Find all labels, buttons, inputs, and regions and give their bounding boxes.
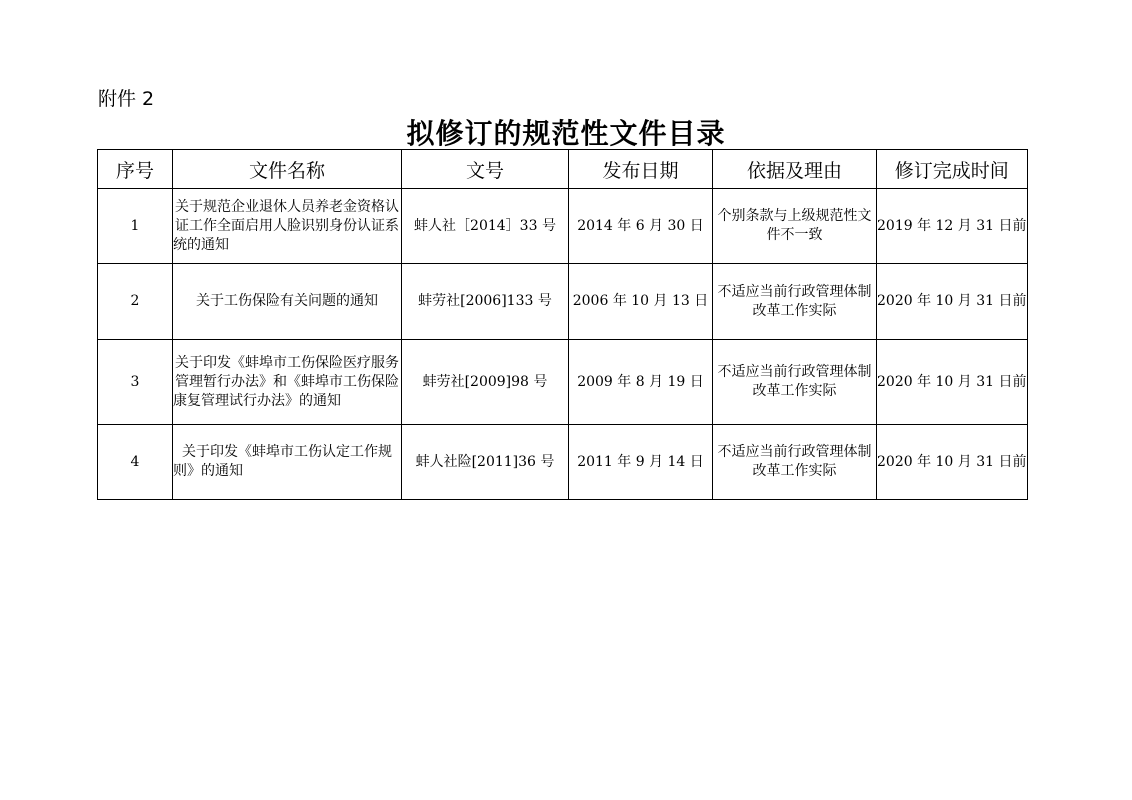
- cell-name: 关于印发《蚌埠市工伤保险医疗服务管理暂行办法》和《蚌埠市工伤保险康复管理试行办法》的通知: [173, 340, 402, 425]
- cell-reason: 个别条款与上级规范性文件不一致: [713, 189, 877, 264]
- cell-reason: 不适应当前行政管理体制改革工作实际: [713, 264, 877, 340]
- table-row: [98, 425, 1028, 500]
- cell-deadline: 2019 年 12 月 31 日前: [877, 189, 1028, 264]
- cell-reason: 不适应当前行政管理体制改革工作实际: [713, 340, 877, 425]
- cell-seq: 1: [98, 189, 173, 264]
- header-seq: 序号: [98, 150, 173, 189]
- cell-date: 2006 年 10 月 13 日: [569, 264, 713, 340]
- attachment-label: 附件 2: [98, 88, 155, 110]
- cell-date: 2009 年 8 月 19 日: [569, 340, 713, 425]
- cell-doc-number: 蚌劳社[2006]133 号: [402, 264, 569, 340]
- header-name: 文件名称: [173, 150, 402, 189]
- cell-seq: 2: [98, 264, 173, 340]
- table-row: [98, 264, 1028, 340]
- document-title: 拟修订的规范性文件目录: [406, 117, 726, 150]
- cell-date: 2011 年 9 月 14 日: [569, 425, 713, 500]
- header-reason: 依据及理由: [713, 150, 877, 189]
- table-row: [98, 189, 1028, 264]
- header-doc-number: 文号: [402, 150, 569, 189]
- cell-deadline: 2020 年 10 月 31 日前: [877, 264, 1028, 340]
- cell-seq: 4: [98, 425, 173, 500]
- table-header-row: [98, 150, 1028, 189]
- cell-doc-number: 蚌人社险[2011]36 号: [402, 425, 569, 500]
- cell-doc-number: 蚌劳社[2009]98 号: [402, 340, 569, 425]
- cell-seq: 3: [98, 340, 173, 425]
- cell-deadline: 2020 年 10 月 31 日前: [877, 425, 1028, 500]
- table-row: [98, 340, 1028, 425]
- header-date: 发布日期: [569, 150, 713, 189]
- cell-doc-number: 蚌人社［2014］33 号: [402, 189, 569, 264]
- cell-reason: 不适应当前行政管理体制改革工作实际: [713, 425, 877, 500]
- cell-date: 2014 年 6 月 30 日: [569, 189, 713, 264]
- cell-name: 关于规范企业退休人员养老金资格认证工作全面启用人脸识别身份认证系统的通知: [173, 189, 402, 264]
- cell-name: 关于印发《蚌埠市工伤认定工作规则》的通知: [173, 425, 402, 500]
- document-table: [97, 149, 1028, 500]
- cell-deadline: 2020 年 10 月 31 日前: [877, 340, 1028, 425]
- header-deadline: 修订完成时间: [877, 150, 1028, 189]
- cell-name: 关于工伤保险有关问题的通知: [173, 264, 402, 340]
